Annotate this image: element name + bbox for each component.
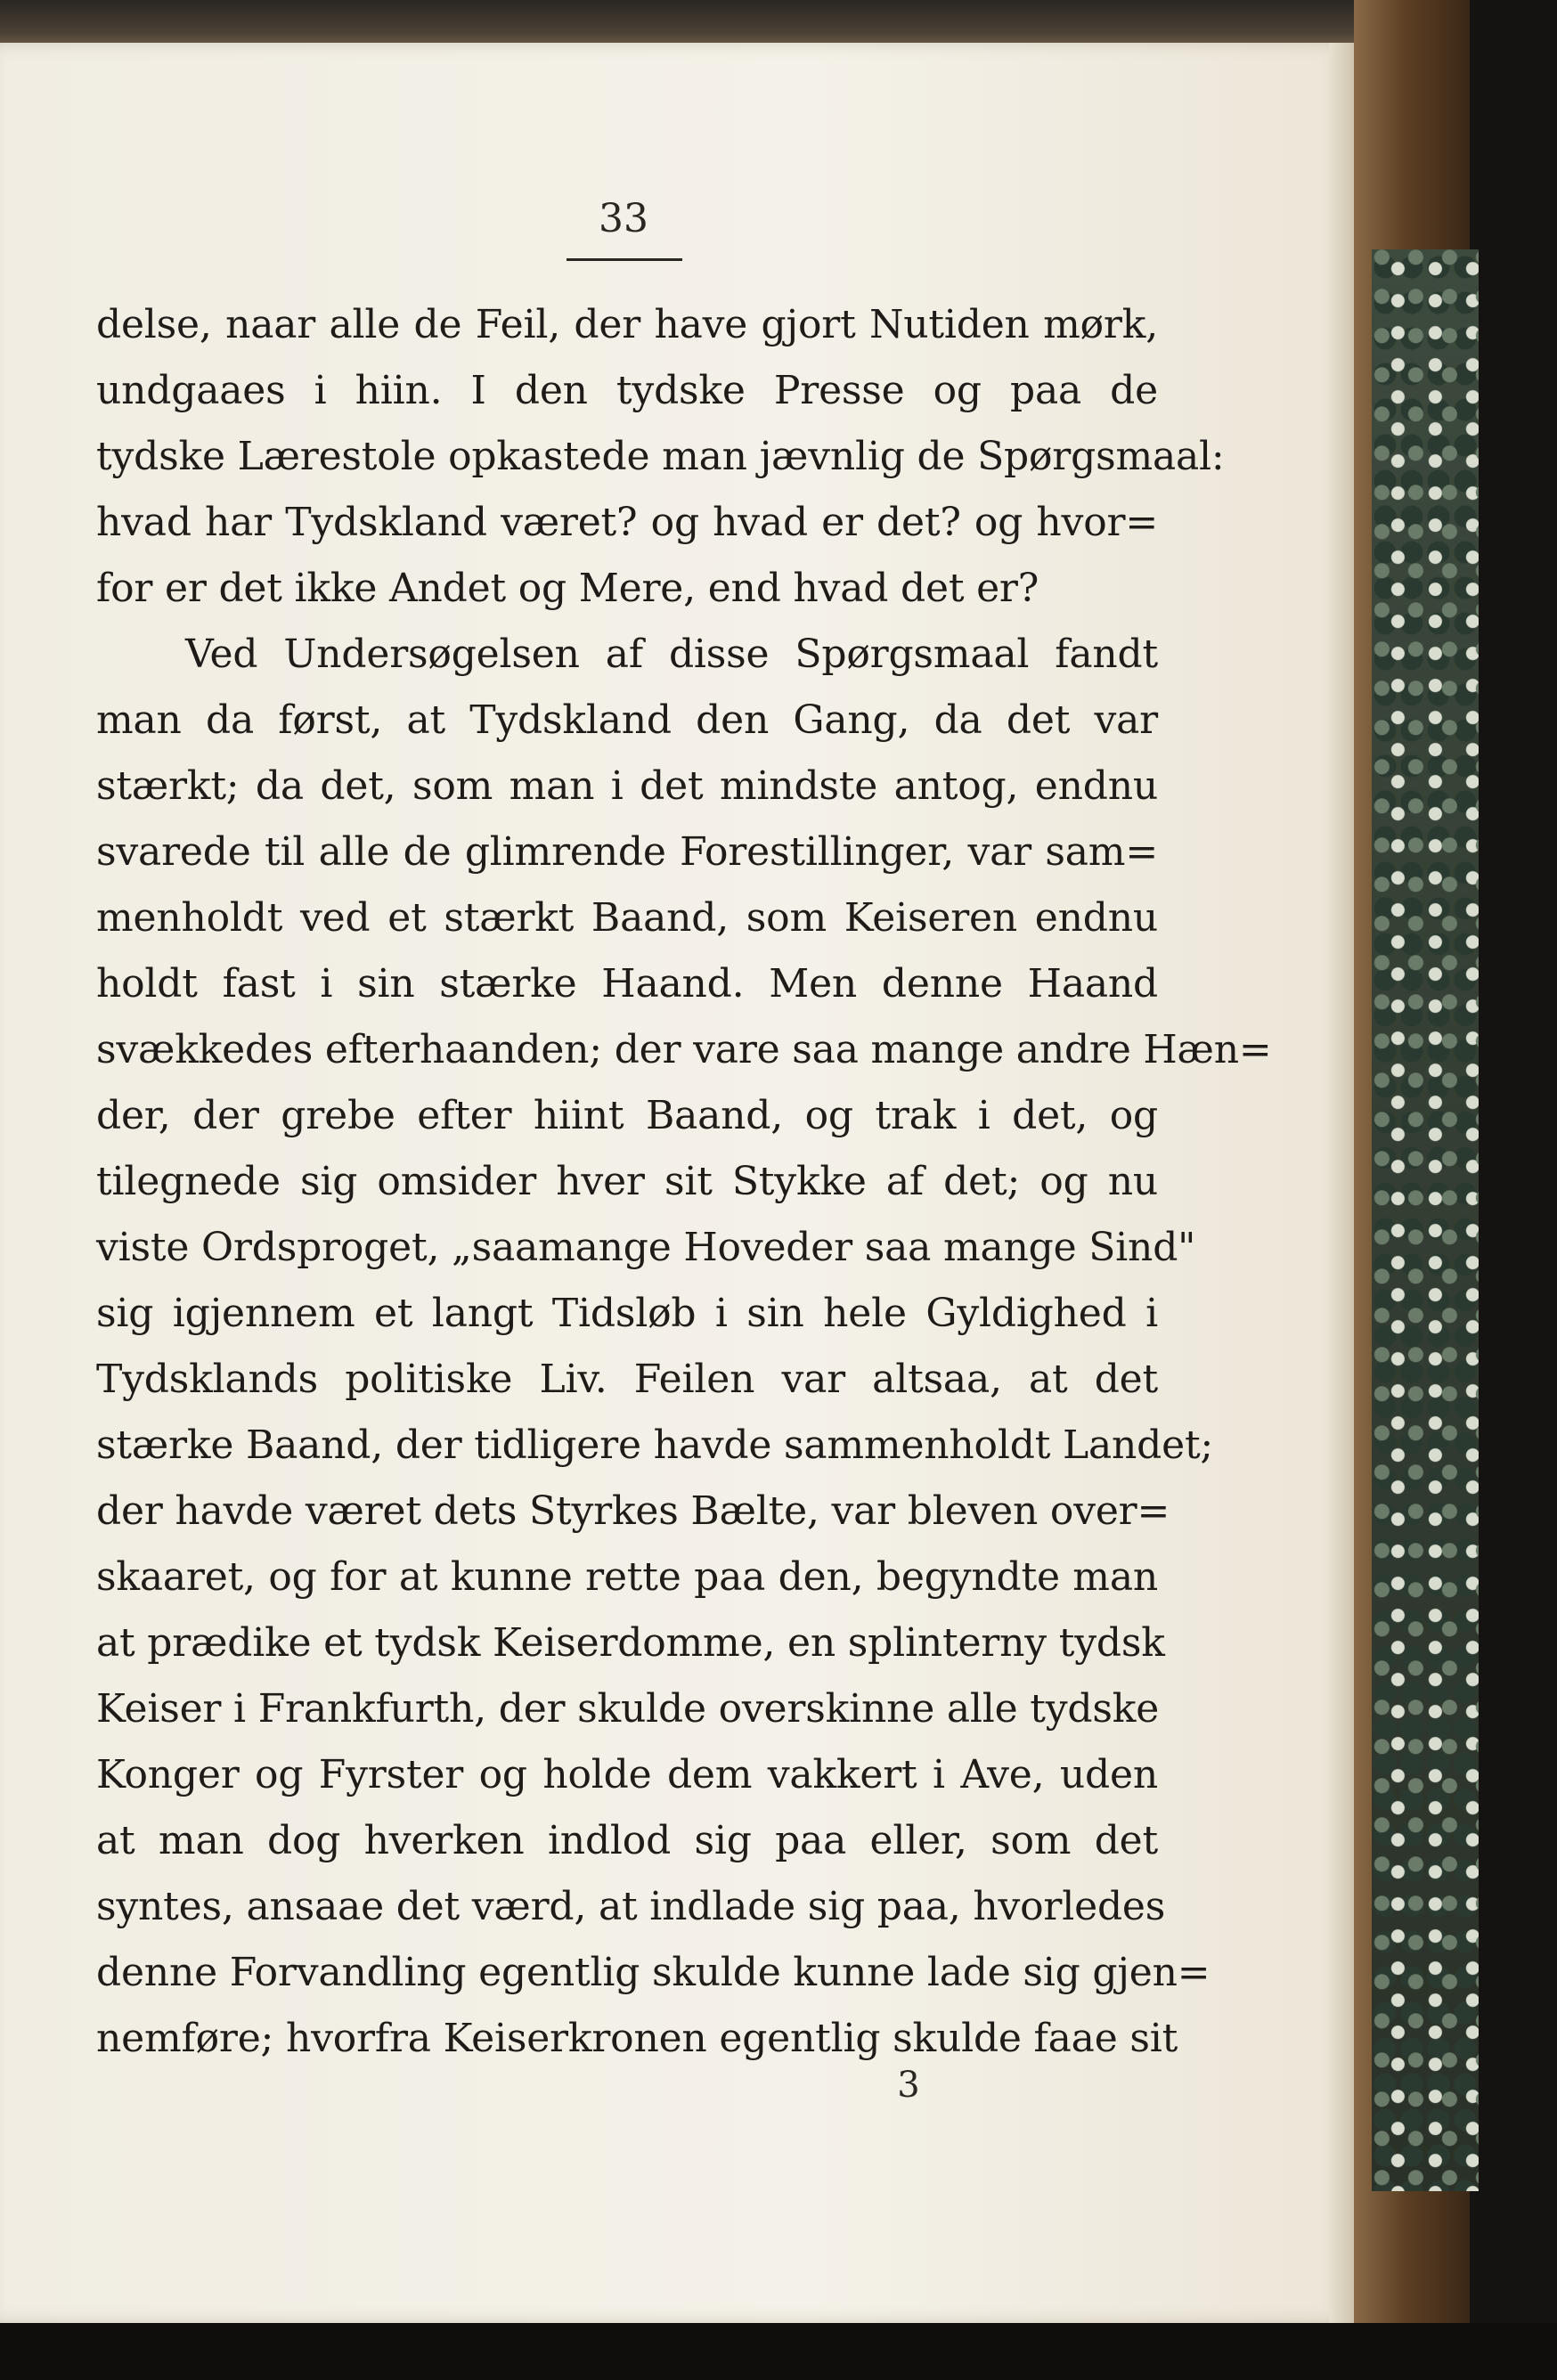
text-line: at prædike et tydsk Keiserdomme, en splinterny tydsk (96, 1620, 1165, 1666)
text-line: for er det ikke Andet og Mere, end hvad det er? (96, 566, 1039, 611)
text-line: viste Ordsproget, „saamange Hoveder saa mange Sind" (96, 1225, 1196, 1270)
text-line: Tydsklands politiske Liv. Feilen var altsaa, at det (96, 1357, 1158, 1402)
text-line: denne Forvandling egentlig skulde kunne lade sig gjen= (96, 1950, 1211, 1995)
text-line: at man dog hverken indlod sig paa eller, som det (96, 1818, 1158, 1863)
text-line: nemføre; hvorfra Keiserkronen egentlig skulde faae sit (96, 2016, 1178, 2061)
text-line: man da først, at Tydskland den Gang, da det var (96, 697, 1158, 743)
text-line: Konger og Fyrster og holde dem vakkert i Ave, uden (96, 1752, 1158, 1797)
text-line: holdt fast i sin stærke Haand. Men denne Haand (96, 961, 1158, 1007)
text-line: stærke Baand, der tidligere havde sammenholdt Landet; (96, 1422, 1214, 1468)
text-line: Keiser i Frankfurth, der skulde overskinne alle tydske (96, 1686, 1160, 1732)
text-line: hvad har Tydskland været? og hvad er det? og hvor= (96, 500, 1158, 545)
text-line: syntes, ansaae det værd, at indlade sig paa, hvorledes (96, 1884, 1166, 1929)
page-number-rule (567, 258, 682, 261)
text-line: der, der grebe efter hiint Baand, og trak i det, og (96, 1093, 1158, 1138)
text-line: tilegnede sig omsider hver sit Stykke af det; og nu (96, 1159, 1158, 1204)
text-line: skaaret, og for at kunne rette paa den, begyndte man (96, 1554, 1158, 1600)
text-line: delse, naar alle de Feil, der have gjort Nutiden mørk, (96, 302, 1158, 347)
bottom-shadow (0, 2323, 1557, 2380)
text-line: tydske Lærestole opkastede man jævnlig de Spørgsmaal: (96, 434, 1225, 479)
text-line: stærkt; da det, som man i det mindste antog, endnu (96, 763, 1158, 809)
page-curl (1329, 43, 1354, 2323)
body-text (96, 292, 1272, 2072)
marbled-endpaper (1372, 249, 1479, 2191)
page-number: 33 (599, 196, 648, 241)
text-line: Ved Undersøgelsen af disse Spørgsmaal fandt (185, 632, 1158, 677)
text-line: menholdt ved et stærkt Baand, som Keiseren endnu (96, 895, 1158, 941)
text-line: svarede til alle de glimrende Forestillinger, var sam= (96, 829, 1158, 875)
text-line: sig igjennem et langt Tidsløb i sin hele Gyldighed i (96, 1291, 1158, 1336)
text-line: undgaaes i hiin. I den tydske Presse og paa de (96, 368, 1158, 413)
top-edge (0, 0, 1443, 46)
signature-mark: 3 (897, 2065, 920, 2106)
text-line: svækkedes efterhaanden; der vare saa mange andre Hæn= (96, 1027, 1272, 1072)
text-line: der havde været dets Styrkes Bælte, var bleven over= (96, 1488, 1170, 1534)
